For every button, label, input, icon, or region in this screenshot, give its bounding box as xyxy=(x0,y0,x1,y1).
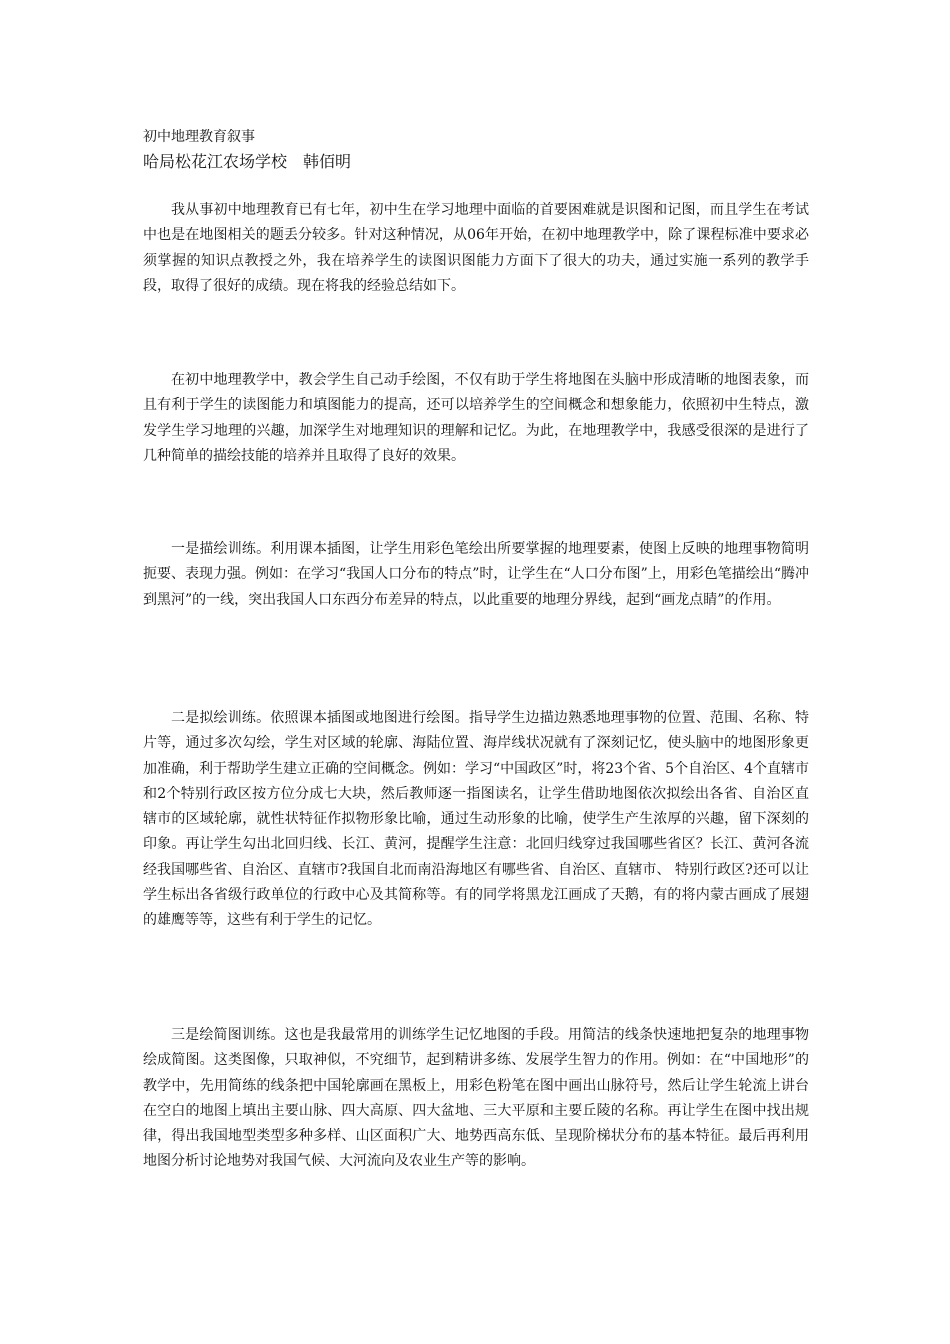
author-line: 哈局松花江农场学校 韩佰明 xyxy=(143,152,352,171)
paragraph-intro: 我从事初中地理教育已有七年，初中生在学习地理中面临的首要困难就是识图和记图，而且学生在考试中也是在地图相关的题丢分较多。针对这种情况，从06年开始，在初中地理教学中，除了课程标准中要求必须掌握的知识点教授之外，我在培养学生的读图识图能力方面下了很大的功夫，通过实施一系列的教学手段，取得了很好的成绩。现在将我的经验总结如下。 xyxy=(143,202,809,294)
paragraph-drawing-benefits: 在初中地理教学中，教会学生自己动手绘图，不仅有助于学生将地图在头脑中形成清晰的地图表象，而且有利于学生的读图能力和填图能力的提高，还可以培养学生的空间概念和想象能力，依照初中生特点，激发学生学习地理的兴趣，加深学生对地理知识的理解和记忆。为此，在地理教学中，我感受很深的是进行了几种简单的描绘技能的培养并且取得了良好的效果。 xyxy=(143,372,809,464)
paragraph-sketch-training: 三是绘简图训练。这也是我最常用的训练学生记忆地图的手段。用简洁的线条快速地把复杂的地理事物绘成简图。这类图像，只取神似，不究细节，起到精讲多练、发展学生智力的作用。例如：在“中国地形”的教学中，先用简练的线条把中国轮廓画在黑板上，用彩色粉笔在图中画出山脉符号，然后让学生轮流上讲台在空白的地图上填出主要山脉、四大高原、四大盆地、三大平原和主要丘陵的名称。再让学生在图中找出规律，得出我国地型类型多种多样、山区面积广大、地势西高东低、呈现阶梯状分布的基本特征。最后再利用地图分析讨论地势对我国气候、大河流向及农业生产等的影响。 xyxy=(143,1027,809,1170)
paragraph-imitation-training: 二是拟绘训练。依照课本插图或地图进行绘图。指导学生边描边熟悉地理事物的位置、范围、名称、特片等，通过多次勾绘，学生对区域的轮廓、海陆位置、海岸线状况就有了深刻记忆，使头脑中的地图形象更加准确，利于帮助学生建立正确的空间概念。例如：学习“中国政区”时，将23个省、5个自治区、4个直辖市和2个特别行政区按方位分成七大块，然后教师逐一指图读名，让学生借助地图依次拟绘出各省、自治区直辖市的区域轮廓，就性状特征作拟物形象比喻，通过生动形象的比喻，使学生产生浓厚的兴趣，留下深刻的印象。再让学生勾出北回归线、长江、黄河，提醒学生注意：北回归线穿过我国哪些省区？长江、黄河各流经我国哪些省、自治区、直辖市?我国自北而南沿海地区有哪些省、自治区、直辖市、 特别行政区?还可以让学生标出各省级行政单位的行政中心及其简称等。有的同学将黑龙江画成了天鹅，有的将内蒙古画成了展翅的雄鹰等等，这些有利于学生的记忆。 xyxy=(143,710,809,929)
paragraph-tracing-training: 一是描绘训练。利用课本插图，让学生用彩色笔绘出所要掌握的地理要素，使图上反映的地理事物简明扼要、表现力强。例如：在学习“我国人口分布的特点”时，让学生在“人口分布图”上，用彩色笔描绘出“腾冲到黑河”的一线，突出我国人口东西分布差异的特点，以此重要的地理分界线，起到“画龙点睛”的作用。 xyxy=(143,541,809,608)
document-title: 初中地理教育叙事 xyxy=(143,129,255,145)
